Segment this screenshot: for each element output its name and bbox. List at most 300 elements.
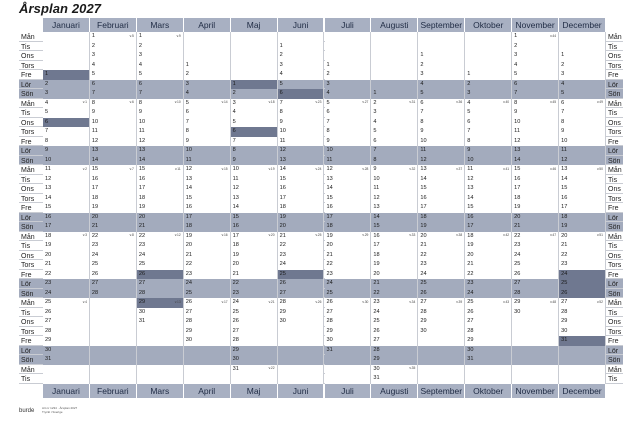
day-cell[interactable]: [43, 289, 90, 299]
day-cell[interactable]: [137, 146, 184, 156]
day-cell[interactable]: [465, 222, 512, 232]
day-cell[interactable]: [371, 327, 418, 337]
day-cell[interactable]: [90, 232, 137, 242]
day-cell[interactable]: [418, 213, 465, 223]
day-cell[interactable]: [137, 241, 184, 251]
day-cell[interactable]: [559, 99, 606, 109]
day-cell[interactable]: [559, 222, 606, 232]
day-cell[interactable]: [184, 89, 231, 99]
day-cell[interactable]: [325, 137, 372, 147]
day-cell[interactable]: [559, 61, 606, 71]
day-cell[interactable]: [90, 32, 137, 42]
day-cell[interactable]: [43, 232, 90, 242]
day-cell[interactable]: [90, 203, 137, 213]
day-cell[interactable]: [512, 61, 559, 71]
day-cell[interactable]: [465, 89, 512, 99]
day-cell[interactable]: [90, 137, 137, 147]
day-cell[interactable]: [512, 89, 559, 99]
day-cell[interactable]: [418, 61, 465, 71]
day-cell[interactable]: [231, 165, 278, 175]
day-cell[interactable]: [231, 365, 278, 375]
day-cell[interactable]: [325, 241, 372, 251]
day-cell[interactable]: [231, 89, 278, 99]
day-cell[interactable]: [418, 251, 465, 261]
day-cell[interactable]: [371, 251, 418, 261]
day-cell[interactable]: [465, 241, 512, 251]
day-cell[interactable]: [43, 308, 90, 318]
day-cell[interactable]: [43, 251, 90, 261]
day-cell[interactable]: [137, 118, 184, 128]
day-cell[interactable]: [371, 194, 418, 204]
day-cell[interactable]: [325, 279, 372, 289]
day-cell[interactable]: [184, 289, 231, 299]
day-cell[interactable]: [231, 175, 278, 185]
day-cell[interactable]: [465, 99, 512, 109]
day-cell[interactable]: [137, 108, 184, 118]
day-cell[interactable]: [371, 184, 418, 194]
day-cell[interactable]: [465, 298, 512, 308]
day-cell[interactable]: [278, 270, 325, 280]
day-cell[interactable]: [325, 336, 372, 346]
day-cell[interactable]: [278, 51, 325, 61]
day-cell[interactable]: [137, 127, 184, 137]
day-cell[interactable]: [278, 165, 325, 175]
day-cell[interactable]: [559, 51, 606, 61]
day-cell[interactable]: [325, 127, 372, 137]
day-cell[interactable]: [137, 298, 184, 308]
day-cell[interactable]: [137, 203, 184, 213]
day-cell[interactable]: [231, 156, 278, 166]
day-cell[interactable]: [325, 156, 372, 166]
day-cell[interactable]: [418, 232, 465, 242]
day-cell[interactable]: [559, 298, 606, 308]
day-cell[interactable]: [512, 241, 559, 251]
day-cell[interactable]: [512, 194, 559, 204]
day-cell[interactable]: [418, 70, 465, 80]
day-cell[interactable]: [231, 213, 278, 223]
day-cell[interactable]: [465, 279, 512, 289]
day-cell[interactable]: [325, 317, 372, 327]
day-cell[interactable]: [371, 317, 418, 327]
day-cell[interactable]: [418, 146, 465, 156]
day-cell[interactable]: [278, 260, 325, 270]
day-cell[interactable]: [43, 270, 90, 280]
day-cell[interactable]: [512, 42, 559, 52]
day-cell[interactable]: [465, 108, 512, 118]
day-cell[interactable]: [371, 355, 418, 365]
day-cell[interactable]: [371, 232, 418, 242]
day-cell[interactable]: [559, 70, 606, 80]
day-cell[interactable]: [512, 289, 559, 299]
day-cell[interactable]: [278, 175, 325, 185]
day-cell[interactable]: [465, 317, 512, 327]
day-cell[interactable]: [184, 251, 231, 261]
day-cell[interactable]: [43, 241, 90, 251]
day-cell[interactable]: [465, 137, 512, 147]
day-cell[interactable]: [559, 327, 606, 337]
day-cell[interactable]: [90, 146, 137, 156]
day-cell[interactable]: [371, 213, 418, 223]
day-cell[interactable]: [137, 99, 184, 109]
day-cell[interactable]: [418, 327, 465, 337]
day-cell[interactable]: [90, 194, 137, 204]
day-cell[interactable]: [278, 194, 325, 204]
day-cell[interactable]: [184, 298, 231, 308]
day-cell[interactable]: [512, 279, 559, 289]
day-cell[interactable]: [231, 270, 278, 280]
day-cell[interactable]: [137, 222, 184, 232]
day-cell[interactable]: [418, 222, 465, 232]
day-cell[interactable]: [465, 289, 512, 299]
day-cell[interactable]: [184, 61, 231, 71]
day-cell[interactable]: [512, 184, 559, 194]
day-cell[interactable]: [278, 232, 325, 242]
day-cell[interactable]: [465, 213, 512, 223]
day-cell[interactable]: [231, 327, 278, 337]
day-cell[interactable]: [325, 184, 372, 194]
day-cell[interactable]: [325, 61, 372, 71]
day-cell[interactable]: [184, 222, 231, 232]
day-cell[interactable]: [559, 89, 606, 99]
day-cell[interactable]: [231, 298, 278, 308]
day-cell[interactable]: [184, 194, 231, 204]
day-cell[interactable]: [418, 165, 465, 175]
day-cell[interactable]: [90, 42, 137, 52]
day-cell[interactable]: [278, 42, 325, 52]
day-cell[interactable]: [512, 137, 559, 147]
day-cell[interactable]: [418, 108, 465, 118]
day-cell[interactable]: [43, 336, 90, 346]
day-cell[interactable]: [559, 336, 606, 346]
day-cell[interactable]: [465, 260, 512, 270]
day-cell[interactable]: [231, 203, 278, 213]
day-cell[interactable]: [418, 51, 465, 61]
day-cell[interactable]: [90, 61, 137, 71]
day-cell[interactable]: [465, 127, 512, 137]
day-cell[interactable]: [137, 289, 184, 299]
day-cell[interactable]: [325, 260, 372, 270]
day-cell[interactable]: [137, 61, 184, 71]
day-cell[interactable]: [184, 165, 231, 175]
day-cell[interactable]: [278, 298, 325, 308]
day-cell[interactable]: [418, 89, 465, 99]
day-cell[interactable]: [512, 156, 559, 166]
day-cell[interactable]: [418, 194, 465, 204]
day-cell[interactable]: [559, 175, 606, 185]
day-cell[interactable]: [184, 137, 231, 147]
day-cell[interactable]: [137, 184, 184, 194]
day-cell[interactable]: [559, 251, 606, 261]
day-cell[interactable]: [512, 270, 559, 280]
day-cell[interactable]: [43, 317, 90, 327]
day-cell[interactable]: [184, 80, 231, 90]
day-cell[interactable]: [559, 213, 606, 223]
day-cell[interactable]: [559, 146, 606, 156]
day-cell[interactable]: [137, 270, 184, 280]
day-cell[interactable]: [278, 99, 325, 109]
day-cell[interactable]: [512, 203, 559, 213]
day-cell[interactable]: [325, 194, 372, 204]
day-cell[interactable]: [184, 184, 231, 194]
day-cell[interactable]: [418, 270, 465, 280]
day-cell[interactable]: [371, 374, 418, 384]
day-cell[interactable]: [325, 118, 372, 128]
day-cell[interactable]: [325, 289, 372, 299]
day-cell[interactable]: [325, 308, 372, 318]
day-cell[interactable]: [418, 317, 465, 327]
day-cell[interactable]: [371, 89, 418, 99]
day-cell[interactable]: [512, 298, 559, 308]
day-cell[interactable]: [90, 213, 137, 223]
day-cell[interactable]: [231, 184, 278, 194]
day-cell[interactable]: [43, 80, 90, 90]
day-cell[interactable]: [184, 270, 231, 280]
day-cell[interactable]: [325, 203, 372, 213]
day-cell[interactable]: [465, 146, 512, 156]
day-cell[interactable]: [465, 355, 512, 365]
day-cell[interactable]: [43, 346, 90, 356]
day-cell[interactable]: [418, 241, 465, 251]
day-cell[interactable]: [184, 213, 231, 223]
day-cell[interactable]: [465, 346, 512, 356]
day-cell[interactable]: [559, 260, 606, 270]
day-cell[interactable]: [325, 222, 372, 232]
day-cell[interactable]: [137, 51, 184, 61]
day-cell[interactable]: [231, 308, 278, 318]
day-cell[interactable]: [278, 251, 325, 261]
day-cell[interactable]: [43, 165, 90, 175]
day-cell[interactable]: [43, 298, 90, 308]
day-cell[interactable]: [137, 156, 184, 166]
day-cell[interactable]: [184, 336, 231, 346]
day-cell[interactable]: [371, 175, 418, 185]
day-cell[interactable]: [325, 89, 372, 99]
day-cell[interactable]: [43, 99, 90, 109]
day-cell[interactable]: [465, 327, 512, 337]
day-cell[interactable]: [231, 222, 278, 232]
day-cell[interactable]: [512, 165, 559, 175]
day-cell[interactable]: [43, 146, 90, 156]
day-cell[interactable]: [43, 175, 90, 185]
day-cell[interactable]: [231, 232, 278, 242]
day-cell[interactable]: [137, 89, 184, 99]
day-cell[interactable]: [231, 355, 278, 365]
day-cell[interactable]: [184, 232, 231, 242]
day-cell[interactable]: [90, 127, 137, 137]
day-cell[interactable]: [90, 279, 137, 289]
day-cell[interactable]: [559, 118, 606, 128]
day-cell[interactable]: [184, 241, 231, 251]
day-cell[interactable]: [278, 222, 325, 232]
day-cell[interactable]: [559, 241, 606, 251]
day-cell[interactable]: [90, 89, 137, 99]
day-cell[interactable]: [90, 165, 137, 175]
day-cell[interactable]: [325, 108, 372, 118]
day-cell[interactable]: [43, 89, 90, 99]
day-cell[interactable]: [231, 251, 278, 261]
day-cell[interactable]: [90, 175, 137, 185]
day-cell[interactable]: [465, 184, 512, 194]
day-cell[interactable]: [231, 108, 278, 118]
day-cell[interactable]: [137, 251, 184, 261]
day-cell[interactable]: [278, 89, 325, 99]
day-cell[interactable]: [418, 137, 465, 147]
day-cell[interactable]: [465, 251, 512, 261]
day-cell[interactable]: [559, 270, 606, 280]
day-cell[interactable]: [512, 308, 559, 318]
day-cell[interactable]: [325, 346, 372, 356]
day-cell[interactable]: [90, 51, 137, 61]
day-cell[interactable]: [184, 108, 231, 118]
day-cell[interactable]: [184, 175, 231, 185]
day-cell[interactable]: [278, 213, 325, 223]
day-cell[interactable]: [418, 156, 465, 166]
day-cell[interactable]: [465, 336, 512, 346]
day-cell[interactable]: [559, 279, 606, 289]
day-cell[interactable]: [137, 213, 184, 223]
day-cell[interactable]: [559, 232, 606, 242]
day-cell[interactable]: [43, 108, 90, 118]
day-cell[interactable]: [43, 156, 90, 166]
day-cell[interactable]: [512, 260, 559, 270]
day-cell[interactable]: [90, 80, 137, 90]
day-cell[interactable]: [465, 308, 512, 318]
day-cell[interactable]: [371, 241, 418, 251]
day-cell[interactable]: [231, 346, 278, 356]
day-cell[interactable]: [371, 203, 418, 213]
day-cell[interactable]: [278, 127, 325, 137]
day-cell[interactable]: [325, 175, 372, 185]
day-cell[interactable]: [184, 327, 231, 337]
day-cell[interactable]: [325, 213, 372, 223]
day-cell[interactable]: [90, 108, 137, 118]
day-cell[interactable]: [137, 175, 184, 185]
day-cell[interactable]: [512, 32, 559, 42]
day-cell[interactable]: [559, 308, 606, 318]
day-cell[interactable]: [371, 146, 418, 156]
day-cell[interactable]: [465, 232, 512, 242]
day-cell[interactable]: [371, 270, 418, 280]
day-cell[interactable]: [137, 279, 184, 289]
day-cell[interactable]: [371, 118, 418, 128]
day-cell[interactable]: [43, 137, 90, 147]
day-cell[interactable]: [512, 51, 559, 61]
day-cell[interactable]: [371, 156, 418, 166]
day-cell[interactable]: [137, 32, 184, 42]
day-cell[interactable]: [43, 279, 90, 289]
day-cell[interactable]: [231, 194, 278, 204]
day-cell[interactable]: [137, 70, 184, 80]
day-cell[interactable]: [371, 108, 418, 118]
day-cell[interactable]: [418, 184, 465, 194]
day-cell[interactable]: [278, 317, 325, 327]
day-cell[interactable]: [418, 289, 465, 299]
day-cell[interactable]: [512, 232, 559, 242]
day-cell[interactable]: [325, 99, 372, 109]
day-cell[interactable]: [559, 165, 606, 175]
day-cell[interactable]: [184, 118, 231, 128]
day-cell[interactable]: [90, 241, 137, 251]
day-cell[interactable]: [43, 327, 90, 337]
day-cell[interactable]: [559, 194, 606, 204]
day-cell[interactable]: [184, 146, 231, 156]
day-cell[interactable]: [278, 308, 325, 318]
day-cell[interactable]: [43, 70, 90, 80]
day-cell[interactable]: [184, 70, 231, 80]
day-cell[interactable]: [418, 175, 465, 185]
day-cell[interactable]: [325, 251, 372, 261]
day-cell[interactable]: [184, 279, 231, 289]
day-cell[interactable]: [371, 165, 418, 175]
day-cell[interactable]: [137, 137, 184, 147]
day-cell[interactable]: [465, 175, 512, 185]
day-cell[interactable]: [231, 241, 278, 251]
day-cell[interactable]: [184, 99, 231, 109]
day-cell[interactable]: [371, 127, 418, 137]
day-cell[interactable]: [512, 251, 559, 261]
day-cell[interactable]: [278, 80, 325, 90]
day-cell[interactable]: [465, 194, 512, 204]
day-cell[interactable]: [418, 279, 465, 289]
day-cell[interactable]: [90, 156, 137, 166]
day-cell[interactable]: [512, 175, 559, 185]
day-cell[interactable]: [418, 298, 465, 308]
day-cell[interactable]: [43, 355, 90, 365]
day-cell[interactable]: [90, 270, 137, 280]
day-cell[interactable]: [325, 327, 372, 337]
day-cell[interactable]: [325, 80, 372, 90]
day-cell[interactable]: [184, 308, 231, 318]
day-cell[interactable]: [90, 184, 137, 194]
day-cell[interactable]: [559, 156, 606, 166]
day-cell[interactable]: [418, 260, 465, 270]
day-cell[interactable]: [43, 213, 90, 223]
day-cell[interactable]: [278, 241, 325, 251]
day-cell[interactable]: [371, 260, 418, 270]
day-cell[interactable]: [43, 118, 90, 128]
day-cell[interactable]: [512, 80, 559, 90]
day-cell[interactable]: [184, 156, 231, 166]
day-cell[interactable]: [371, 346, 418, 356]
day-cell[interactable]: [371, 137, 418, 147]
day-cell[interactable]: [325, 165, 372, 175]
day-cell[interactable]: [325, 298, 372, 308]
day-cell[interactable]: [90, 251, 137, 261]
day-cell[interactable]: [231, 80, 278, 90]
day-cell[interactable]: [559, 108, 606, 118]
day-cell[interactable]: [278, 118, 325, 128]
day-cell[interactable]: [278, 184, 325, 194]
day-cell[interactable]: [512, 146, 559, 156]
day-cell[interactable]: [278, 146, 325, 156]
day-cell[interactable]: [137, 165, 184, 175]
day-cell[interactable]: [231, 137, 278, 147]
day-cell[interactable]: [371, 99, 418, 109]
day-cell[interactable]: [512, 99, 559, 109]
day-cell[interactable]: [278, 61, 325, 71]
day-cell[interactable]: [559, 137, 606, 147]
day-cell[interactable]: [465, 270, 512, 280]
day-cell[interactable]: [371, 279, 418, 289]
day-cell[interactable]: [90, 99, 137, 109]
day-cell[interactable]: [43, 184, 90, 194]
day-cell[interactable]: [231, 127, 278, 137]
day-cell[interactable]: [231, 289, 278, 299]
day-cell[interactable]: [371, 365, 418, 375]
day-cell[interactable]: [512, 127, 559, 137]
day-cell[interactable]: [231, 99, 278, 109]
day-cell[interactable]: [512, 70, 559, 80]
